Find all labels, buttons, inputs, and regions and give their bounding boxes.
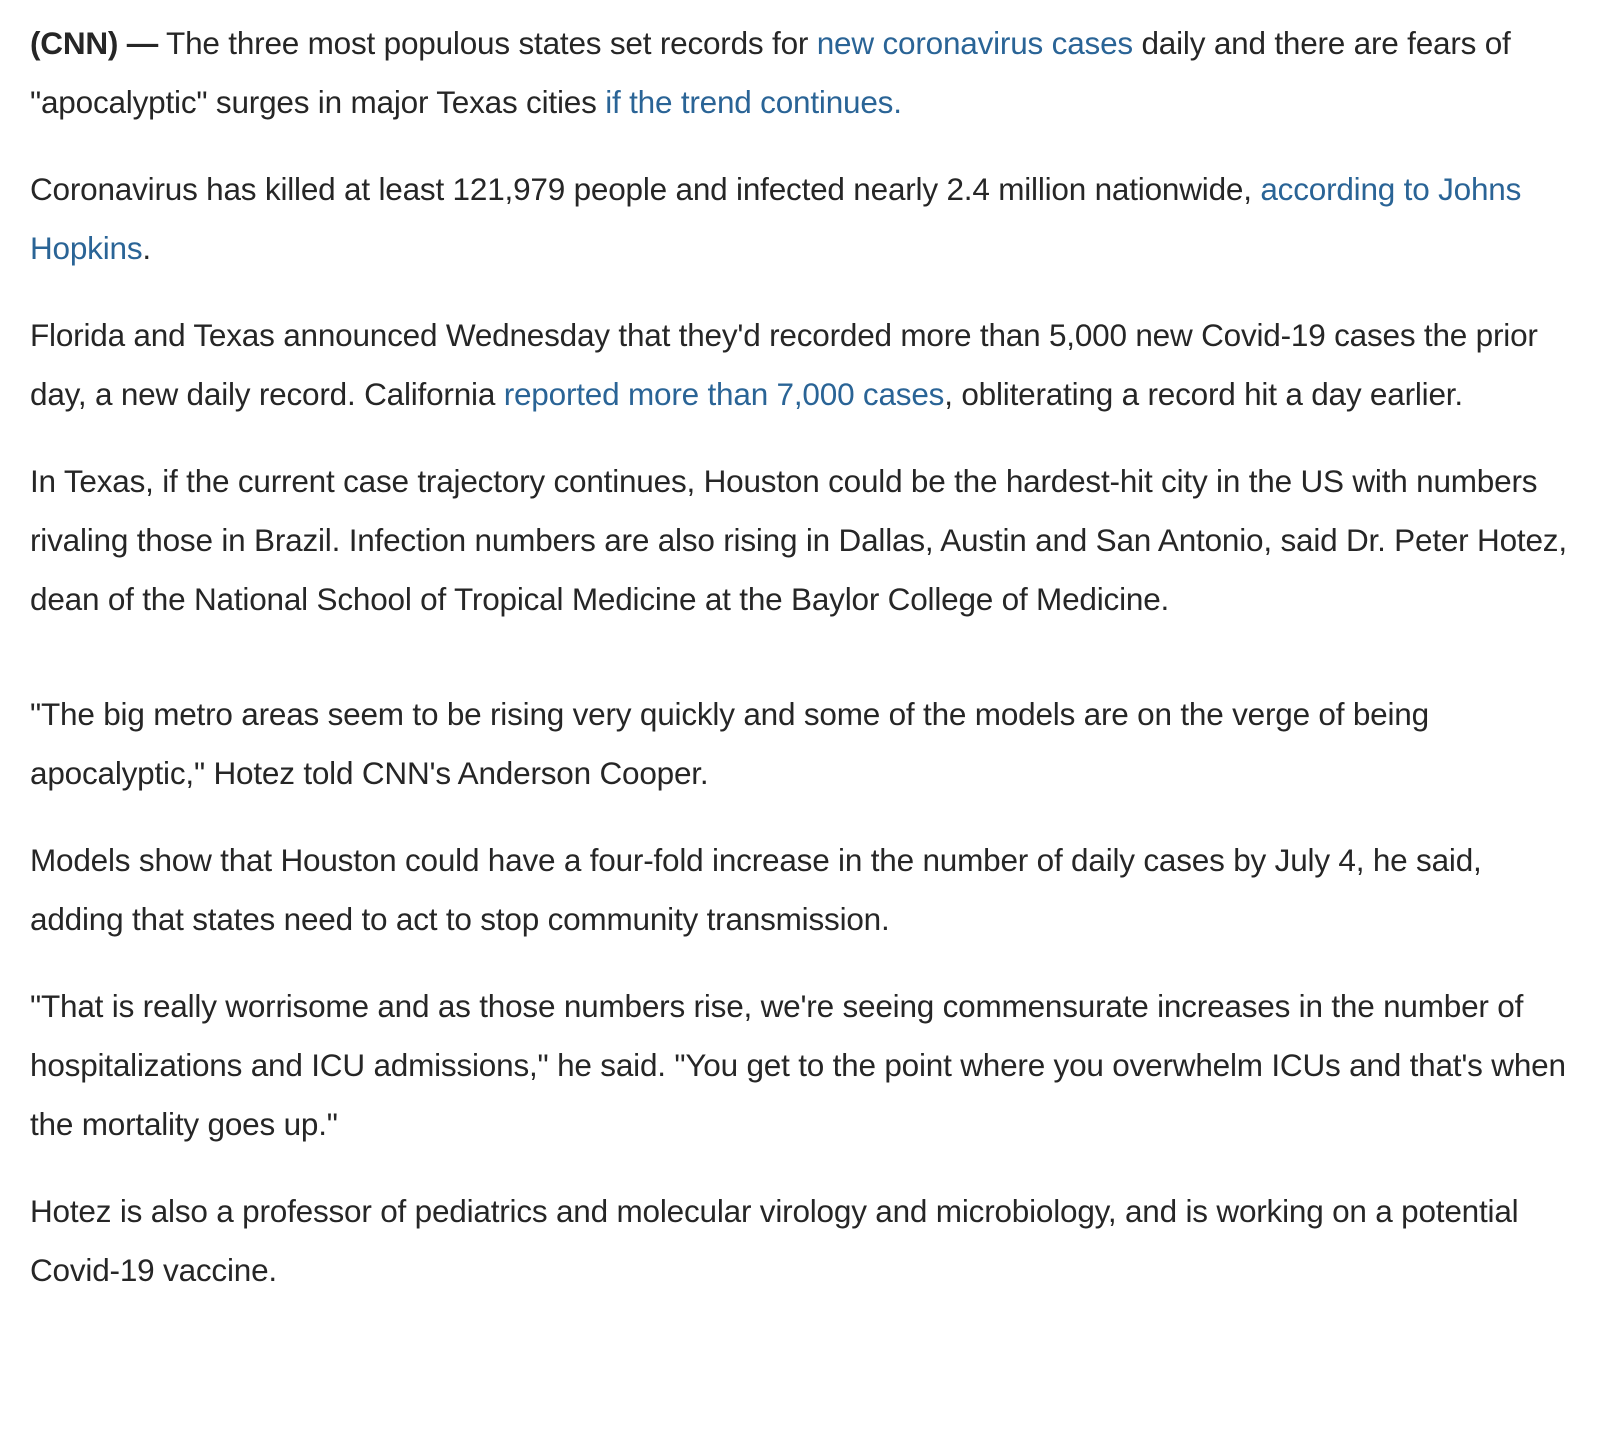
paragraph-intro: [30, 14, 1570, 132]
paragraph-texas-trajectory: In Texas, if the current case trajectory continues, Houston could be the hardest-hit city in the US with numbers rivaling those in Brazil. Infection numbers are also rising in Dallas, Austin and San Antonio, said Dr. Peter Hotez, dean of the National School of Tropical Medicine at the Baylor College of Medicine.: [30, 463, 1567, 617]
paragraph-text: , obliterating a record hit a day earlier.: [944, 376, 1463, 412]
paragraph-houston-models: Models show that Houston could have a four-fold increase in the number of daily cases by July 4, he said, adding that states need to act to stop community transmission.: [30, 842, 1482, 937]
paragraph-hotez-vaccine: Hotez is also a professor of pediatrics and molecular virology and microbiology, and is working on a potential Covid-19 vaccine.: [30, 1193, 1519, 1288]
link-if-trend-continues[interactable]: if the trend continues.: [605, 84, 902, 120]
paragraph-state-records: [30, 306, 1570, 424]
paragraph-text: Florida and Texas announced Wednesday that they'd recorded more than 5,000 new Covid-19 cases the prior day, a new daily record. California: [30, 317, 1538, 412]
paragraph-text: .: [142, 230, 151, 266]
dateline: (CNN) —: [30, 25, 159, 61]
link-california-cases[interactable]: reported more than 7,000 cases: [503, 376, 945, 412]
paragraph-text: Coronavirus has killed at least 121,979 people and infected nearly 2.4 million nationwide,: [30, 171, 1261, 207]
paragraph-icu-quote: "That is really worrisome and as those numbers rise, we're seeing commensurate increases in the number of hospitalizations and ICU admissions," he said. "You get to the point where you overwhelm ICUs and that's when the mortality goes up.": [30, 988, 1566, 1142]
paragraph-death-toll: [30, 160, 1570, 278]
paragraph-hotez-quote: "The big metro areas seem to be rising very quickly and some of the models are on the verge of being apocalyptic," Hotez told CNN's Anderson Cooper.: [30, 696, 1429, 791]
paragraph-text: The three most populous states set records for: [158, 25, 817, 61]
link-johns-hopkins[interactable]: according to Johns Hopkins: [30, 171, 1522, 266]
link-new-coronavirus-cases[interactable]: new coronavirus cases: [816, 25, 1133, 61]
paragraph-text: daily and there are fears of "apocalyptic" surges in major Texas cities: [30, 25, 1511, 120]
